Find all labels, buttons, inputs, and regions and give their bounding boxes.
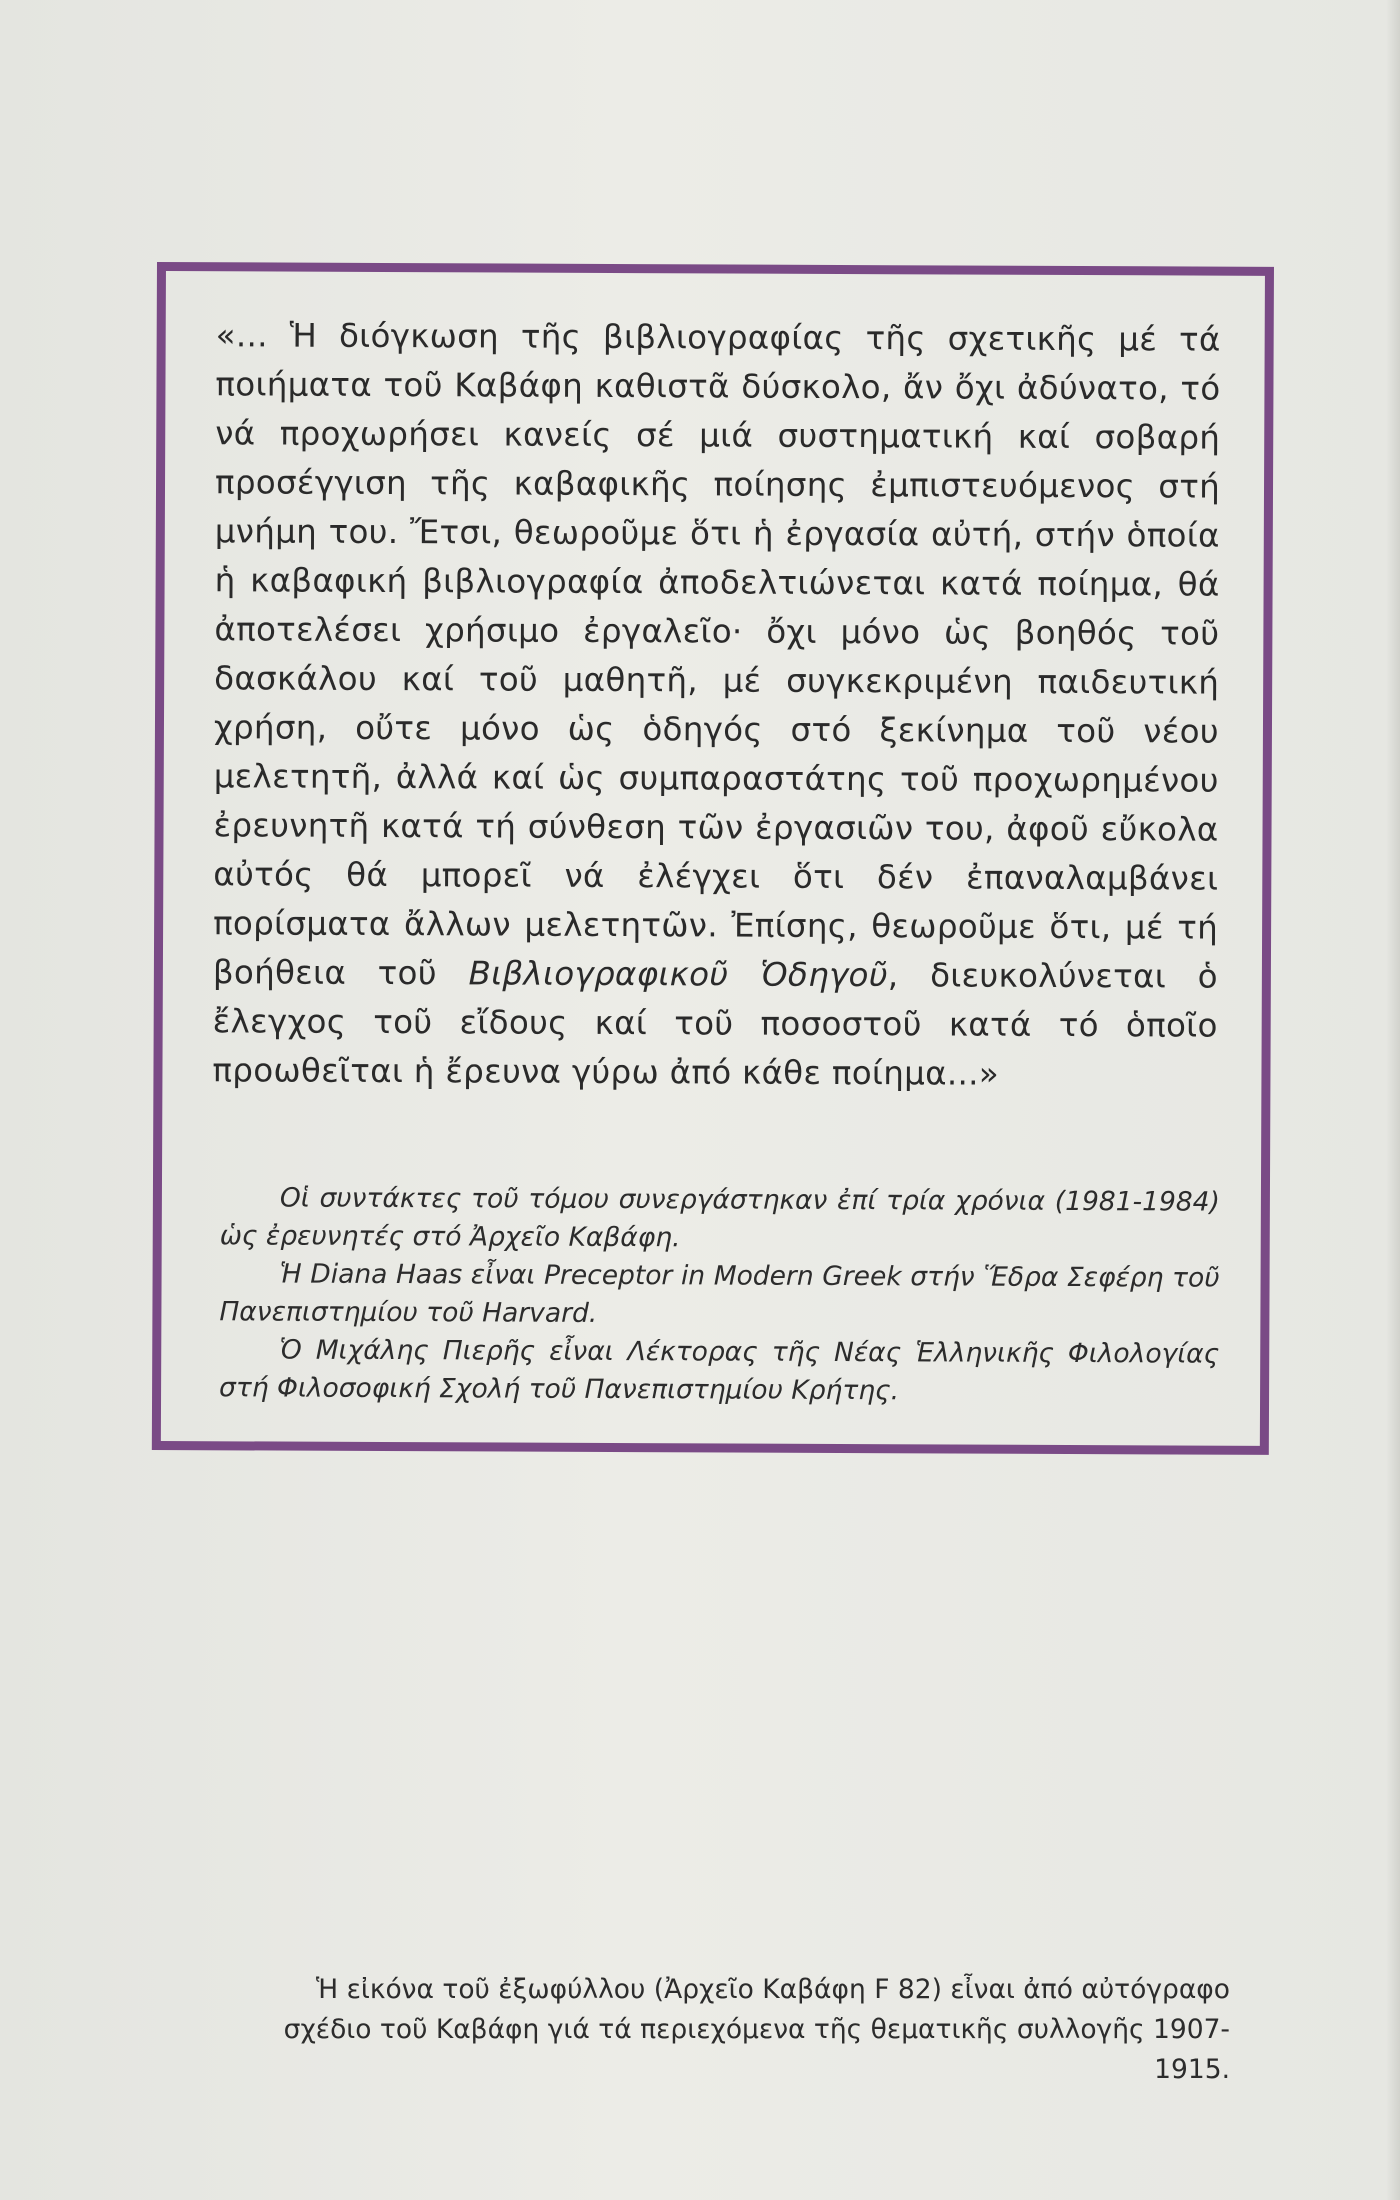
page-edge-shadow — [1386, 0, 1400, 2200]
note-michalis-pieris: Ὁ Μιχάλης Πιερῆς εἶναι Λέκτορας τῆς Νέας Ἑλληνικῆς Φιλολογίας στή Φιλοσοφική Σχολή τοῦ Πανεπιστημίου Κρήτης. — [219, 1334, 1220, 1407]
note-diana-haas: Ἡ Diana Haas εἶναι Preceptor in Modern Greek στήν Ἕδρα Σεφέρη τοῦ Πανεπιστημίου τοῦ Harvard. — [219, 1258, 1220, 1329]
quote-paragraph — [212, 311, 1220, 1099]
caption-line-2: σχέδιο τοῦ Καβάφη γιά τά περιεχόμενα τῆς θεματικῆς συλλογῆς 1907-1915. — [283, 2014, 1230, 2085]
quote-title-italic: Βιβλιογραφικοῦ Ὁδηγοῦ — [468, 954, 888, 995]
quote-block — [212, 311, 1220, 1099]
authors-notes — [219, 1179, 1220, 1411]
note-collaboration: Οἱ συντάκτες τοῦ τόμου συνεργάστηκαν ἐπί τρία χρόνια (1981-1984) ὡς ἐρευνητές στό Ἀρχεῖο Καβάφη. — [219, 1182, 1220, 1254]
caption-line-1: Ἡ εἰκόνα τοῦ ἐξωφύλλου (Ἀρχεῖο Καβάφη F 82) εἶναι ἀπό αὐτόγραφο — [316, 1974, 1230, 2005]
quote-text-part2: , διευκολύνεται ὁ ἔλεγχος τοῦ εἴδους καί τοῦ ποσοστοῦ κατά τό ὁποῖο προωθεῖται ἡ ἔρευνα γύρω ἀπό κάθε ποίημα...» — [212, 956, 1218, 1093]
quote-frame — [152, 262, 1274, 1455]
cover-image-caption — [220, 1970, 1230, 2090]
quote-text-part1: «... Ἡ διόγκωση τῆς βιβλιογραφίας τῆς σχετικῆς μέ τά ποιήματα τοῦ Καβάφη καθιστᾶ δύσκολο, ἄν ὄχι ἀδύνατο, τό νά προχωρήσει κανείς σέ μιά συστηματική καί σοβαρή προσέγγιση τῆς καβαφικῆς ποίησης ἐμπιστευόμενος στή μνήμη του. Ἔτσι, θεωροῦμε ὅτι ἡ ἐργασία αὐτή, στήν ὁποία ἡ καβαφική βιβλιογραφία ἀποδελτιώνεται κατά ποίημα, θά ἀποτελέσει χρήσιμο ἐργαλεῖο· ὄχι μόνο ὡς βοηθός τοῦ δασκάλου καί τοῦ μαθητῆ, μέ συγκεκριμένη παιδευτική χρήση, οὔτε μόνο ὡς ὁδηγός στό ξεκίνημα τοῦ νέου μελετητῆ, ἀλλά καί ὡς συμπαραστάτης τοῦ προχωρημένου ἐρευνητῆ κατά τή σύνθεση τῶν ἐργασιῶν του, ἀφοῦ εὔκολα αὐτός θά μπορεῖ νά ἐλέγχει ὅτι δέν ἐπαναλαμβάνει πορίσματα ἄλλων μελετητῶν. Ἐπίσης, θεωροῦμε ὅτι, μέ τή βοήθεια τοῦ — [212, 316, 1221, 993]
